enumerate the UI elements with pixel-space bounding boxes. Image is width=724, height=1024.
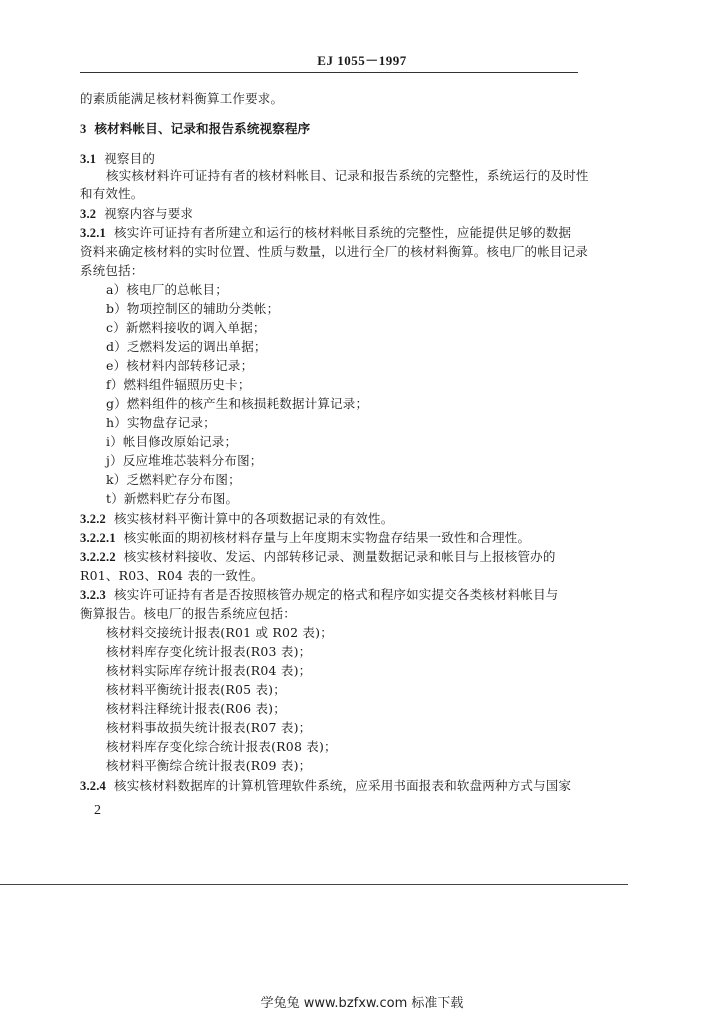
section-text: 核实帐面的期初核材料存量与上年度期末实物盘存结果一致性和合理性。 <box>123 530 531 545</box>
list-item: g）燃料组件的核产生和核损耗数据计算记录； <box>106 396 369 411</box>
list-item: c）新燃料接收的调入单据； <box>106 320 266 335</box>
section-3-2-2-2 <box>80 548 556 566</box>
paragraph-line: 核实核材料许可证持有者的核材料帐目、记录和报告系统的完整性，系统运行的及时性 <box>106 168 589 183</box>
page-number: 2 <box>94 803 101 818</box>
list-item: a）核电厂的总帐目； <box>106 282 228 297</box>
section-text: 核实核材料平衡计算中的各项数据记录的有效性。 <box>114 511 394 526</box>
section-number: 3.2.4 <box>80 779 106 793</box>
section-3-2-2-1 <box>80 529 530 547</box>
section-title: 视察内容与要求 <box>104 206 194 221</box>
section-3-heading <box>80 120 310 138</box>
list-item: e）核材料内部转移记录； <box>106 358 254 373</box>
section-number: 3.2.2 <box>80 512 106 526</box>
section-title: 核材料帐目、记录和报告系统视察程序 <box>94 121 311 136</box>
report-item: 核材料库存变化综合统计报表(R08 表)； <box>106 739 337 754</box>
section-3-2-3 <box>80 586 559 604</box>
section-number: 3 <box>80 122 87 136</box>
section-text: 核实核材料数据库的计算机管理软件系统，应采用书面报表和软盘两种方式与国家 <box>114 778 572 793</box>
section-number: 3.2.2.1 <box>80 531 116 545</box>
list-item: k）乏燃料贮存分布图； <box>106 472 241 487</box>
section-3-1-heading <box>80 150 155 168</box>
section-title: 视察目的 <box>104 151 156 166</box>
section-3-2-1 <box>80 224 571 242</box>
section-number: 3.1 <box>80 152 97 166</box>
section-text: 核实许可证持有者所建立和运行的核材料帐目系统的完整性，应能提供足够的数据 <box>114 225 572 240</box>
section-number: 3.2 <box>80 207 97 221</box>
report-item: 核材料事故损失统计报表(R07 表)； <box>106 720 312 735</box>
list-item: t）新燃料贮存分布图。 <box>106 491 239 506</box>
header-rule <box>80 72 578 73</box>
document-code: EJ 1055－1997 <box>317 53 407 68</box>
footer-watermark: 学兔兔 www.bzfxw.com 标准下载 <box>260 996 464 1011</box>
paragraph-line: 的素质能满足核材料衡算工作要求。 <box>80 91 284 106</box>
list-item: h）实物盘存记录； <box>106 415 216 430</box>
list-item: j）反应堆堆芯装料分布图； <box>106 453 263 468</box>
paragraph-line: 系统包括： <box>80 263 144 278</box>
report-item: 核材料实际库存统计报表(R04 表)； <box>106 663 312 678</box>
paragraph-line: 衡算报告。核电厂的报告系统应包括： <box>80 606 296 621</box>
list-item: b）物项控制区的辅助分类帐； <box>106 301 280 316</box>
list-item: d）乏燃料发运的调出单据； <box>106 339 267 354</box>
report-item: 核材料注释统计报表(R06 表)； <box>106 701 286 716</box>
paragraph-line: 资料来确定核材料的实时位置、性质与数量，以进行全厂的核材料衡算。核电厂的帐目记录 <box>80 244 589 259</box>
section-number: 3.2.2.2 <box>80 550 116 564</box>
report-item: 核材料交接统计报表(R01 或 R02 表)； <box>106 625 333 640</box>
list-item: f）燃料组件辐照历史卡； <box>106 377 251 392</box>
section-3-2-heading <box>80 205 193 223</box>
bottom-rule <box>0 884 628 885</box>
report-item: 核材料库存变化统计报表(R03 表)； <box>106 644 312 659</box>
section-text: 核实许可证持有者是否按照核管办规定的格式和程序如实提交各类核材料帐目与 <box>114 587 559 602</box>
section-number: 3.2.1 <box>80 226 106 240</box>
section-number: 3.2.3 <box>80 588 106 602</box>
report-item: 核材料平衡综合统计报表(R09 表)； <box>106 758 312 773</box>
section-3-2-4 <box>80 777 571 795</box>
report-item: 核材料平衡统计报表(R05 表)； <box>106 682 286 697</box>
section-3-2-2 <box>80 510 393 528</box>
paragraph-line: R01、R03、R04 表的一致性。 <box>80 568 264 583</box>
section-text: 核实核材料接收、发运、内部转移记录、测量数据记录和帐目与上报核管办的 <box>123 549 556 564</box>
paragraph-line: 和有效性。 <box>80 186 144 201</box>
list-item: i）帐目修改原始记录； <box>106 434 238 449</box>
